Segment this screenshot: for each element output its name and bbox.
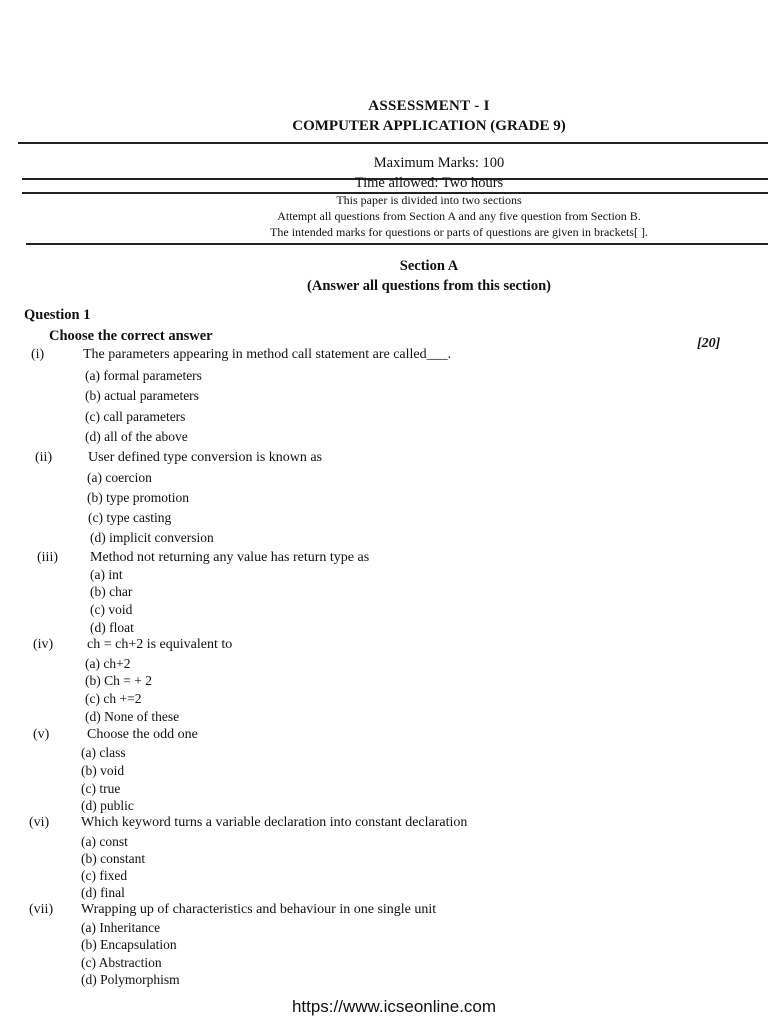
option: (c) ch +=2 [85, 691, 142, 706]
option: (d) None of these [85, 709, 180, 724]
option: (b) constant [81, 851, 146, 866]
option: (d) final [81, 885, 125, 900]
time-allowed: Time allowed: Two hours [354, 175, 504, 191]
item-stem: Choose the odd one [87, 727, 198, 742]
item-number: (vii) [29, 902, 54, 917]
option: (a) class [81, 745, 126, 760]
option: (d) all of the above [85, 429, 188, 444]
item-number: (iv) [33, 637, 54, 652]
option: (d) public [81, 798, 134, 813]
option: (c) fixed [81, 868, 128, 883]
option: (d) Polymorphism [81, 972, 180, 987]
option: (a) coercion [87, 470, 152, 485]
section-title: Section A [399, 258, 459, 274]
footer-url: https://www.icseonline.com [291, 997, 497, 1016]
question-marks: [20] [697, 336, 721, 351]
item-stem: Wrapping up of characteristics and behaviour in one single unit [81, 902, 437, 917]
option: (b) void [81, 763, 125, 778]
item-number: (v) [33, 727, 50, 742]
option: (d) float [90, 620, 134, 635]
divider-bottom [26, 243, 768, 245]
option: (b) type promotion [87, 490, 189, 505]
option: (b) Ch = + 2 [85, 673, 152, 688]
attempt-instruction: Attempt all questions from Section A and any five question from Section B. [277, 209, 641, 223]
item-number: (ii) [35, 450, 53, 465]
item-number: (i) [31, 347, 45, 362]
item-stem: The parameters appearing in method call statement are called___. [83, 347, 452, 362]
option: (a) ch+2 [85, 656, 131, 671]
paper-title: ASSESSMENT - I [368, 98, 490, 114]
item-stem: ch = ch+2 is equivalent to [87, 637, 233, 652]
divider-top [18, 142, 768, 144]
question-instruction: Choose the correct answer [49, 328, 213, 344]
item-stem: User defined type conversion is known as [88, 450, 323, 465]
marks-note: The intended marks for questions or parts of questions are given in brackets[ ]. [270, 225, 648, 239]
maximum-marks: Maximum Marks: 100 [373, 155, 505, 171]
section-subtitle: (Answer all questions from this section) [307, 278, 551, 294]
option: (b) actual parameters [85, 388, 199, 403]
paper-sections-note: This paper is divided into two sections [336, 193, 522, 207]
item-stem: Which keyword turns a variable declaration into constant declaration [81, 815, 468, 830]
option: (a) formal parameters [85, 368, 202, 383]
option: (c) type casting [88, 510, 172, 525]
option: (a) Inheritance [81, 920, 161, 935]
item-number: (vi) [29, 815, 50, 830]
option: (b) char [90, 584, 133, 599]
option: (d) implicit conversion [90, 530, 214, 545]
option: (b) Encapsulation [81, 937, 177, 952]
option: (c) true [81, 781, 121, 796]
option: (a) const [81, 834, 128, 849]
paper-subtitle: COMPUTER APPLICATION (GRADE 9) [292, 118, 566, 134]
option: (c) void [90, 602, 133, 617]
option: (a) int [90, 567, 123, 582]
item-stem: Method not returning any value has return type as [90, 550, 370, 565]
option: (c) Abstraction [81, 955, 162, 970]
option: (c) call parameters [85, 409, 186, 424]
question-heading: Question 1 [24, 307, 91, 323]
item-number: (iii) [37, 550, 58, 565]
